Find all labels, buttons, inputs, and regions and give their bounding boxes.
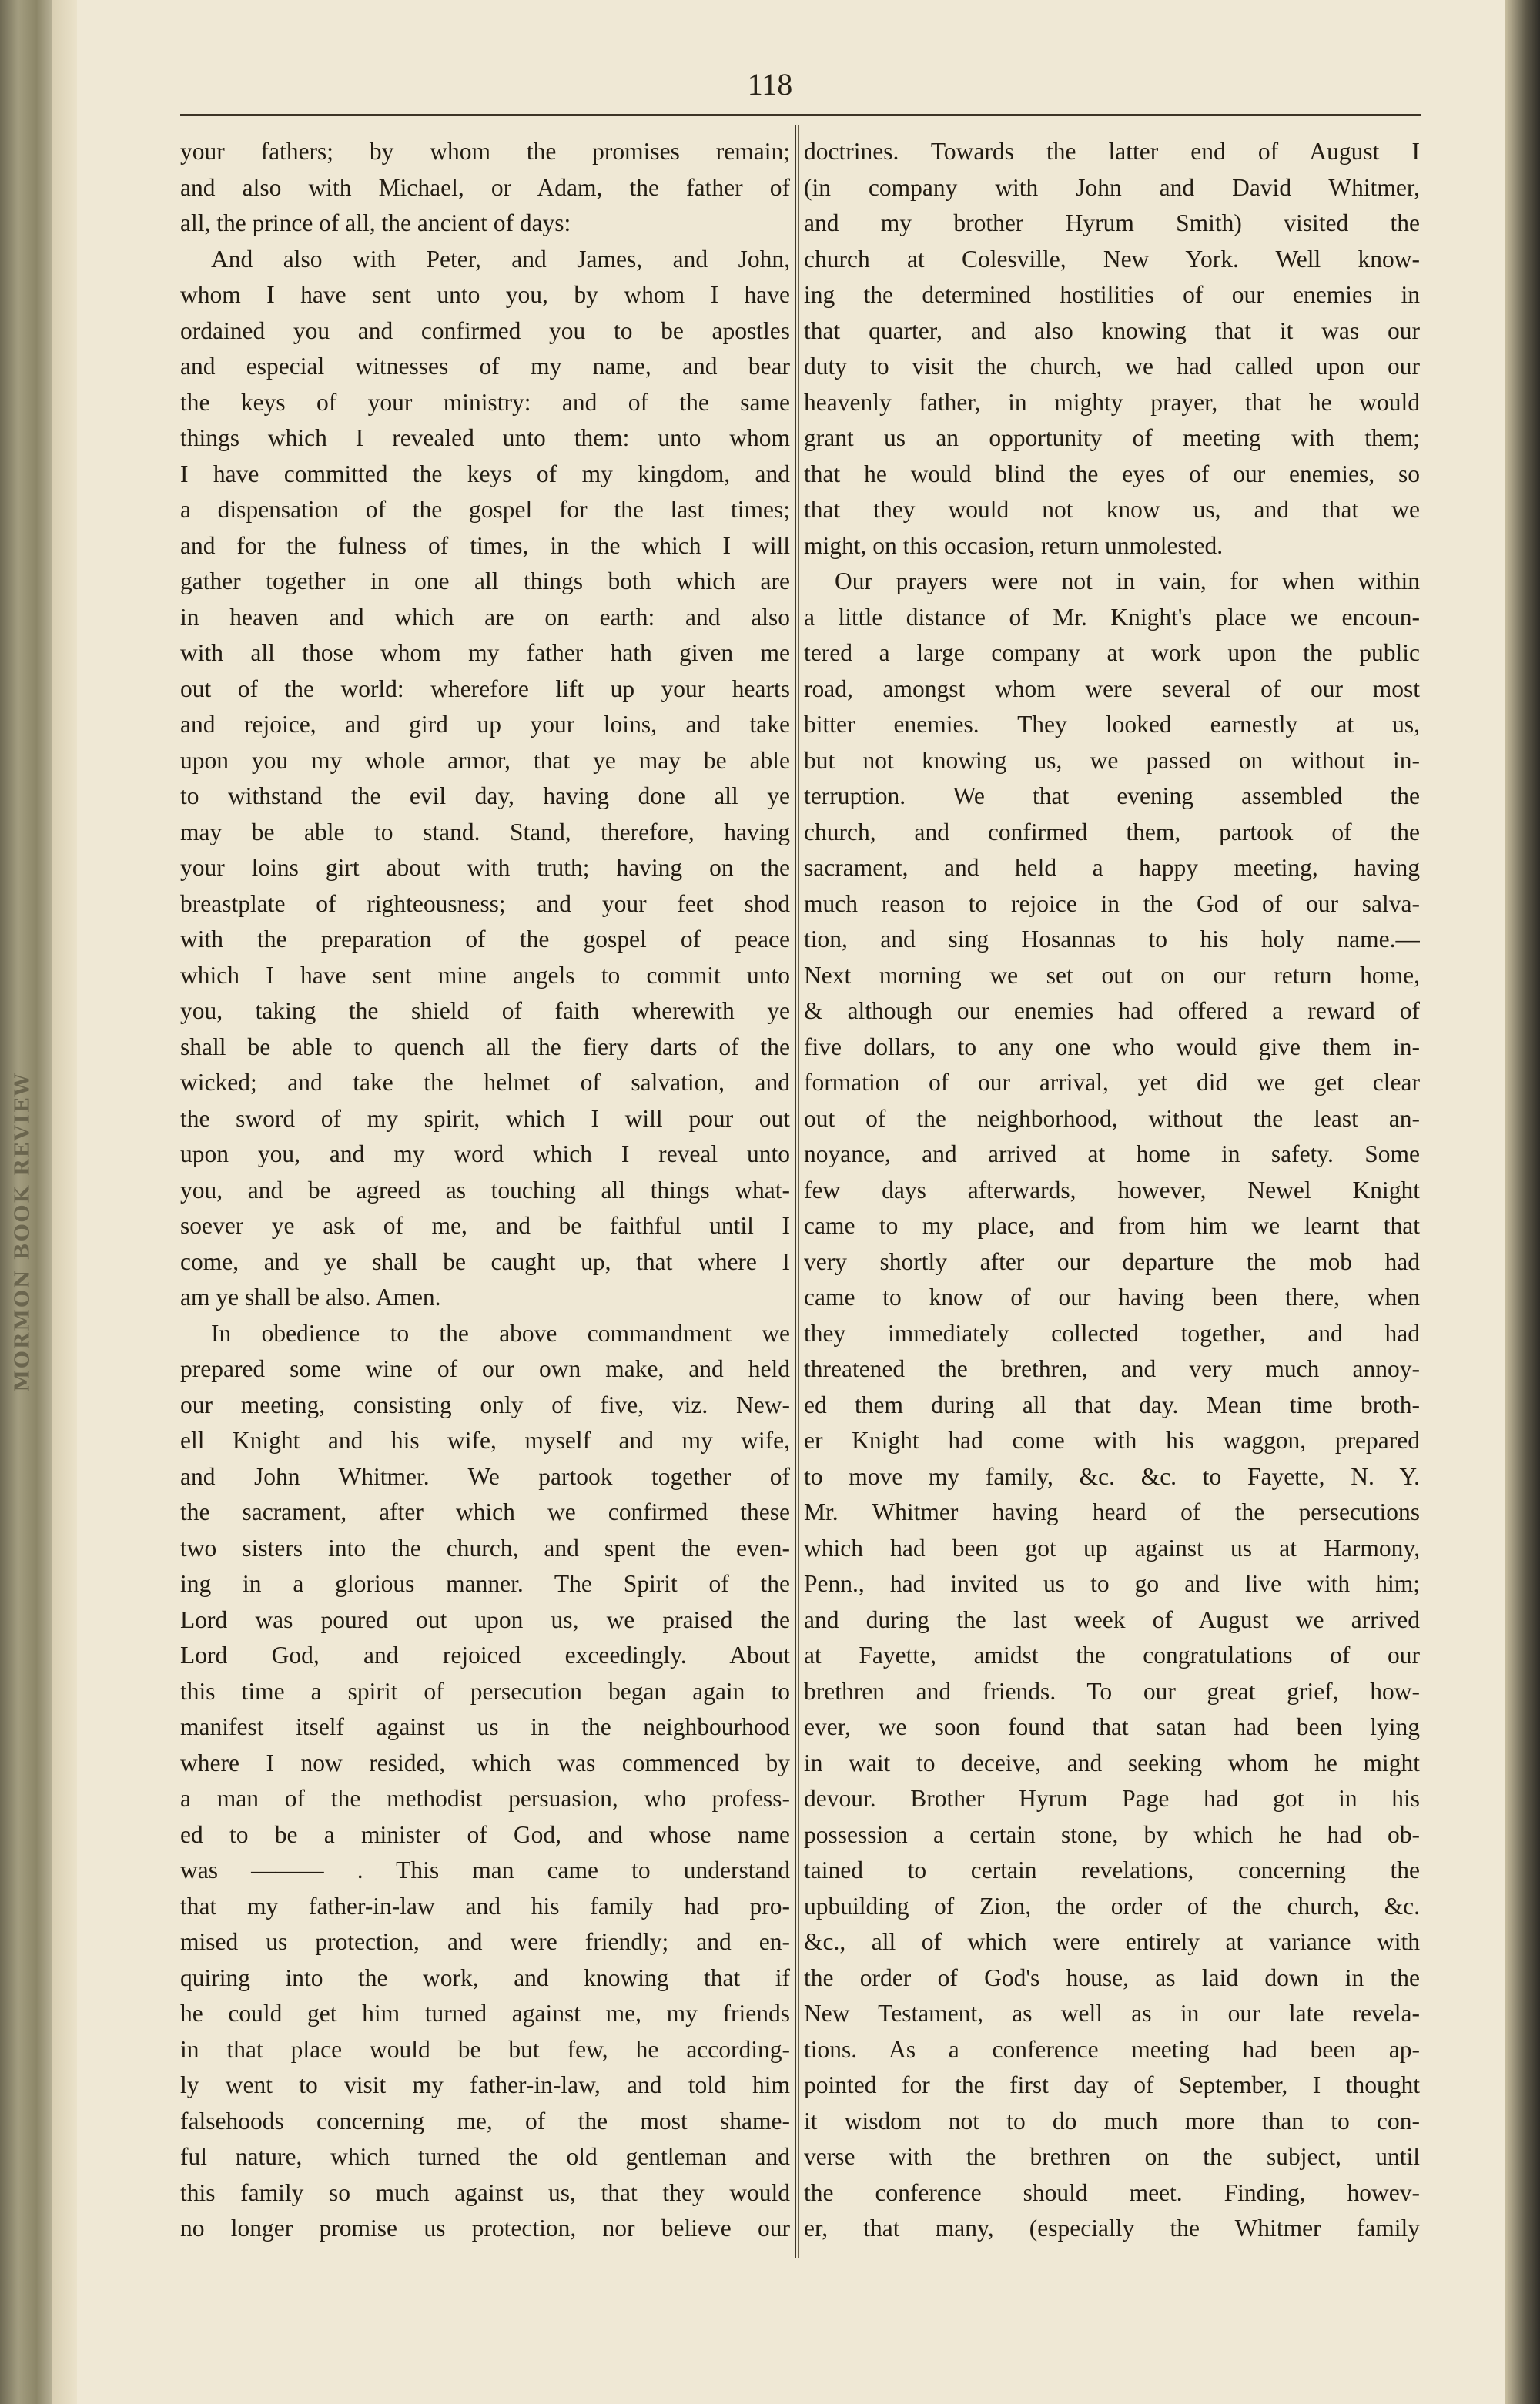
text-line: noyance, and arrived at home in safety. Some [804,1140,1420,1167]
text-line: Our prayers were not in vain, for when within [835,568,1420,594]
text-line: am ye shall be also. Amen. [180,1284,441,1311]
text-line: grant us an opportunity of meeting with them; [804,424,1420,451]
text-line: you, taking the shield of faith wherewith ye [180,997,790,1024]
text-line: tion, and sing Hosannas to his holy name.— [804,926,1420,953]
text-line: wicked; and take the helmet of salvation, and [180,1069,790,1096]
text-line: you, and be agreed as touching all things what- [180,1176,790,1204]
text-line: &c., all of which were entirely at variance with [804,1928,1420,1955]
text-line: upon you, and my word which I reveal unto [180,1140,790,1167]
text-line: that they would not know us, and that we [804,496,1420,523]
text-line: doctrines. Towards the latter end of August I [804,138,1420,165]
text-line: ing the determined hostilities of our enemies in [804,281,1420,308]
text-line: church at Colesville, New York. Well know- [804,245,1420,273]
text-line: five dollars, to any one who would give them in- [804,1033,1420,1060]
text-line: Penn., had invited us to go and live with him; [804,1570,1420,1597]
text-line: threatened the brethren, and very much annoy- [804,1355,1420,1382]
text-line: and John Whitmer. We partook together of [180,1462,790,1490]
text-line: at Fayette, amidst the congratulations of our [804,1642,1420,1669]
text-line: Lord was poured out upon us, we praised the [180,1605,790,1633]
text-line: shall be able to quench all the fiery darts of the [180,1033,790,1060]
text-line: and rejoice, and gird up your loins, and take [180,711,790,738]
text-line: ever, we soon found that satan had been lying [804,1713,1420,1740]
text-line: the keys of your ministry: and of the same [180,388,790,416]
text-line: and also with Michael, or Adam, the father of [180,173,790,201]
text-line: few days afterwards, however, Newel Knight [804,1176,1420,1204]
text-line: devour. Brother Hyrum Page had got in his [804,1785,1420,1812]
text-line: which had been got up against us at Harmony, [804,1534,1420,1562]
text-line: in wait to deceive, and seeking whom he might [804,1749,1420,1776]
text-line: it wisdom not to do much more than to con- [804,2107,1420,2134]
text-line: bitter enemies. They looked earnestly at us, [804,711,1420,738]
text-line: that quarter, and also knowing that it was our [804,316,1420,344]
text-line: this family so much against us, that they would [180,2178,790,2206]
text-line: this time a spirit of persecution began again to [180,1677,790,1705]
header-rule [180,114,1421,116]
text-line: a man of the methodist persuasion, who profess- [180,1785,790,1812]
text-line: and especial witnesses of my name, and bear [180,353,790,380]
text-line: tions. As a conference meeting had been ap- [804,2035,1420,2063]
text-line: New Testament, as well as in our late revela- [804,2000,1420,2027]
binding-stamp-text: MORMON BOOK REVIEW [12,1072,35,1392]
page-number: 118 [747,67,793,102]
text-line: might, on this occasion, return unmolested. [804,531,1224,559]
text-line: church, and confirmed them, partook of the [804,818,1420,845]
text-line: may be able to stand. Stand, therefore, having [180,818,790,845]
column-divider [795,125,796,2258]
text-line: tered a large company at work upon the public [804,639,1420,666]
text-line: much reason to rejoice in the God of our salva- [804,889,1420,917]
text-line: Lord God, and rejoiced exceedingly. About [180,1642,790,1669]
text-line: very shortly after our departure the mob had [804,1247,1420,1275]
text-line: upon you my whole armor, that ye may be able [180,746,790,774]
text-line: ed to be a minister of God, and whose name [180,1820,790,1848]
text-line: brethren and friends. To our great grief, how- [804,1677,1420,1705]
text-line: our meeting, consisting only of five, viz. New- [180,1391,790,1418]
text-line: a little distance of Mr. Knight's place we encoun- [804,603,1420,631]
text-line: that my father-in-law and his family had pro- [180,1892,790,1920]
text-line: came to my place, and from him we learnt that [804,1212,1420,1239]
text-line: they immediately collected together, and had [804,1319,1420,1347]
text-line: the sacrament, after which we confirmed these [180,1498,790,1525]
text-line: soever ye ask of me, and be faithful until I [180,1212,790,1239]
text-line: to withstand the evil day, having done all ye [180,782,790,809]
left-text-column [180,134,790,2247]
text-line: no longer promise us protection, nor believe our [180,2215,790,2242]
text-line: ly went to visit my father-in-law, and told him [180,2071,790,2098]
page-right-edge [1505,0,1540,2404]
text-line: that he would blind the eyes of our enemies, so [804,460,1420,487]
text-line: (in company with John and David Whitmer, [804,173,1420,201]
text-line: er Knight had come with his waggon, prepared [804,1427,1420,1454]
text-line: & although our enemies had offered a reward of [804,997,1420,1024]
text-line: was ——— . This man came to understand [180,1857,790,1883]
text-line: duty to visit the church, we had called upon our [804,353,1420,380]
text-line: with all those whom my father hath given me [180,639,790,666]
text-line: and during the last week of August we arrived [804,1605,1420,1633]
text-line: things which I revealed unto them: unto whom [180,424,790,451]
text-line: And also with Peter, and James, and John, [211,245,790,273]
text-line: ordained you and confirmed you to be apostles [180,316,790,344]
text-line: a dispensation of the gospel for the last times; [180,496,790,523]
text-line: terruption. We that evening assembled the [804,782,1420,809]
text-line: gather together in one all things both which are [180,568,790,594]
text-line: to move my family, &c. &c. to Fayette, N. Y. [804,1462,1420,1490]
text-line: and my brother Hyrum Smith) visited the [804,209,1420,236]
text-line: falsehoods concerning me, of the most shame- [180,2107,790,2134]
text-line: with the preparation of the gospel of peace [180,926,790,953]
text-line: quiring into the work, and knowing that if [180,1964,790,1991]
text-line: upbuilding of Zion, the order of the church, &c. [804,1892,1420,1920]
text-line: come, and ye shall be caught up, that where I [180,1247,790,1275]
text-line: mised us protection, and were friendly; and en- [180,1928,790,1955]
text-line: pointed for the first day of September, I thought [804,2071,1420,2098]
text-line: came to know of our having been there, when [804,1284,1420,1311]
text-line: where I now resided, which was commenced by [180,1749,790,1776]
text-line: tained to certain revelations, concerning the [804,1857,1420,1883]
text-line: all, the prince of all, the ancient of days: [180,209,571,236]
binding-stamp [6,1016,40,1448]
text-line: ell Knight and his wife, myself and my wife, [180,1427,790,1454]
text-line: ing in a glorious manner. The Spirit of the [180,1570,790,1597]
text-line: the order of God's house, as laid down in the [804,1964,1420,1991]
text-line: and for the fulness of times, in the which I will [180,531,790,559]
text-line: ed them during all that day. Mean time broth- [804,1391,1420,1418]
text-line: which I have sent mine angels to commit unto [180,961,790,989]
right-text-column [804,134,1420,2247]
text-line: Mr. Whitmer having heard of the persecutions [804,1498,1420,1525]
text-line: in heaven and which are on earth: and also [180,603,790,631]
text-line: road, amongst whom were several of our most [804,675,1420,702]
text-line: out of the neighborhood, without the least an- [804,1104,1420,1132]
text-line: in that place would be but few, he according- [180,2035,790,2063]
text-line: but not knowing us, we passed on without in- [804,746,1420,774]
text-line: the conference should meet. Finding, howev- [804,2178,1420,2206]
text-line: your loins girt about with truth; having on the [180,854,790,881]
text-line: your fathers; by whom the promises remain; [180,138,790,165]
text-line: prepared some wine of our own make, and held [180,1355,790,1382]
text-line: verse with the brethren on the subject, until [804,2143,1420,2170]
text-line: breastplate of righteousness; and your feet shod [180,889,790,917]
text-line: heavenly father, in mighty prayer, that he would [804,388,1420,416]
text-line: In obedience to the above commandment we [211,1319,790,1347]
text-line: sacrament, and held a happy meeting, having [804,854,1420,881]
text-line: er, that many, (especially the Whitmer family [804,2215,1420,2242]
text-line: Next morning we set out on our return home, [804,961,1420,989]
text-line: out of the world: wherefore lift up your hearts [180,675,790,702]
text-line: I have committed the keys of my kingdom, and [180,460,790,487]
text-line: formation of our arrival, yet did we get clear [804,1069,1420,1096]
text-line: possession a certain stone, by which he had ob- [804,1820,1420,1848]
text-line: ful nature, which turned the old gentleman and [180,2143,790,2170]
text-line: he could get him turned against me, my friends [180,2000,790,2027]
column-divider-thin [798,125,799,2258]
text-line: manifest itself against us in the neighbourhood [180,1713,790,1740]
text-line: whom I have sent unto you, by whom I have [180,281,790,308]
text-line: the sword of my spirit, which I will pour out [180,1104,790,1132]
text-line: two sisters into the church, and spent the even- [180,1534,790,1562]
